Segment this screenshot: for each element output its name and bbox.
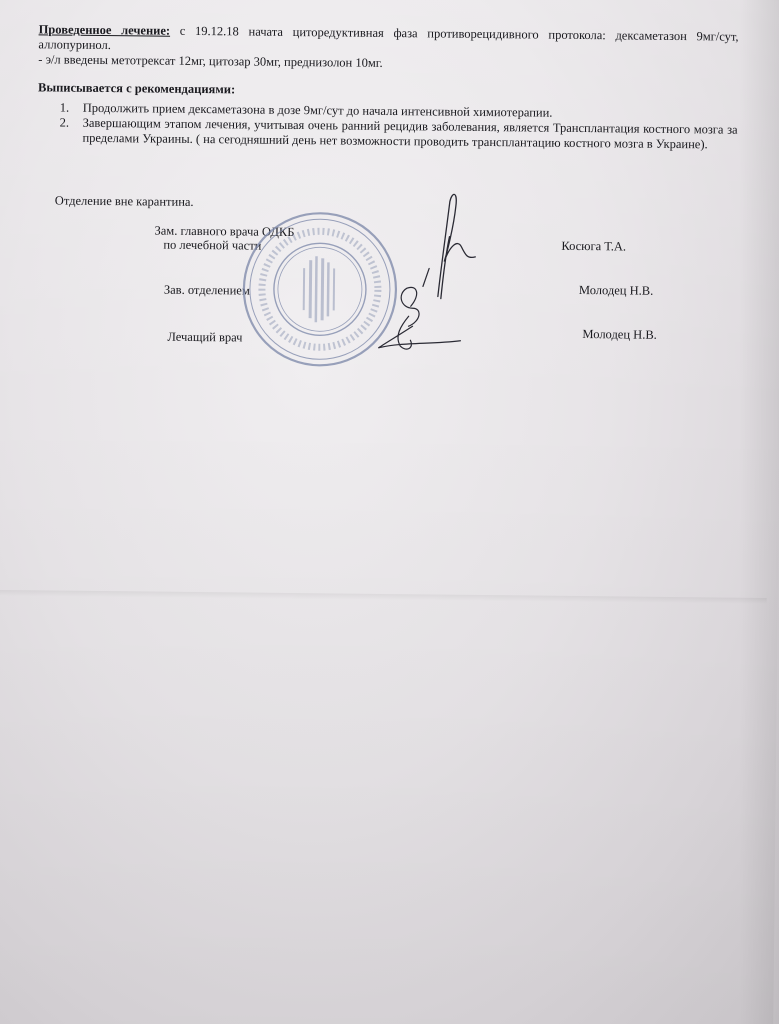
deputy-chief-subtitle: по лечебной части — [163, 237, 262, 253]
list-item — [37, 115, 737, 152]
attending-doctor-title: Лечащий врач — [167, 329, 243, 345]
recommendations-list — [37, 100, 737, 152]
department-head-title: Зав. отделением — [163, 282, 250, 298]
treatment-injection-line: - э/л введены метотрексат 12мг, цитозар 30мг, преднизолон 10мг. — [38, 52, 383, 70]
edge-shadow — [739, 0, 779, 1024]
list-item-number: 2. — [59, 115, 70, 130]
quarantine-note: Отделение вне карантина. — [54, 193, 194, 209]
department-head-name: Молодец Н.В. — [578, 283, 654, 298]
handwritten-signatures — [370, 176, 512, 377]
paper-fold — [0, 590, 767, 604]
list-item-text: Завершающим этапом лечения, учитывая очень ранний рецидив заболевания, является Трансплантация костного мозга за пределами Украины. ( на сегодняшний день нет возможности проводить трансплантацию костного мозга в Украине). — [82, 115, 738, 152]
treatment-text: с 19.12.18 начата циторедуктивная фаза противорецидивного протокола: дексаметазон 9мг/сут, аллопуринол. — [38, 23, 739, 53]
treatment-section — [38, 22, 738, 74]
deputy-chief-title: Зам. главного врача ОДКБ — [154, 223, 295, 240]
treatment-label: Проведенное лечение: — [38, 22, 171, 38]
deputy-chief-name: Косюга Т.А. — [561, 238, 627, 254]
recommendations-title: Выписывается с рекомендациями: — [37, 80, 236, 97]
list-item-number: 1. — [59, 100, 70, 115]
list-item-text: Продолжить прием дексаметазона в дозе 9мг/сут до начала интенсивной химиотерапии. — [82, 100, 553, 120]
attending-doctor-name: Молодец Н.В. — [582, 327, 657, 342]
